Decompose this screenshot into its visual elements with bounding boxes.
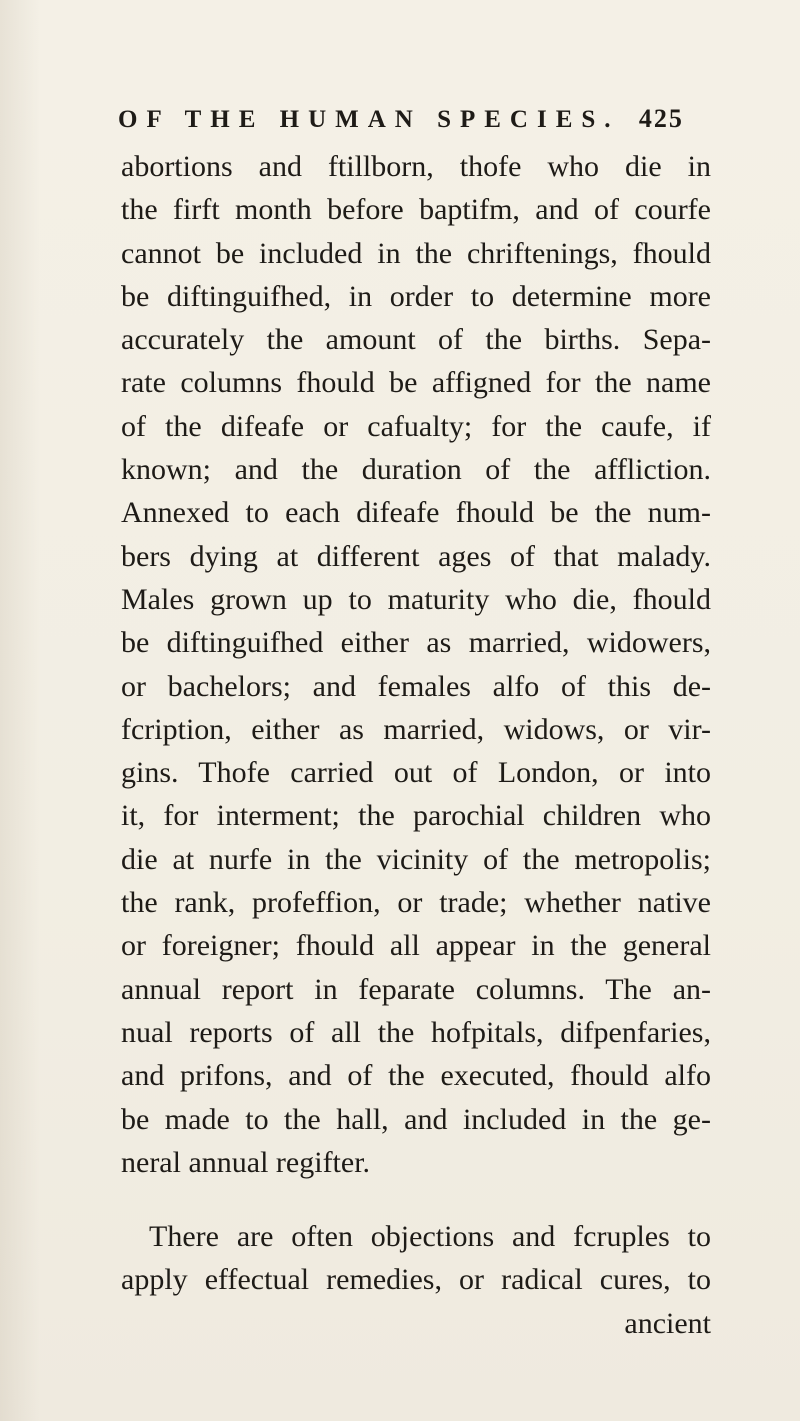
catchword: ancient xyxy=(624,1307,711,1340)
text-line: the rank, profeffion, or trade; whether native xyxy=(121,886,711,920)
text-line: be made to the hall, and included in the ge- xyxy=(121,1102,711,1136)
text-line: the firft month before baptifm, and of courfe xyxy=(121,193,711,227)
text-line: it, for interment; the parochial children who xyxy=(121,799,711,833)
text-line: fcription, either as married, widows, or vir- xyxy=(121,712,711,746)
text-line: nual reports of all the hofpitals, difpenfaries, xyxy=(121,1015,711,1049)
running-head xyxy=(118,104,718,144)
text-line: Males grown up to maturity who die, fhould xyxy=(121,582,711,616)
paragraph-gap xyxy=(121,1184,711,1215)
text-line: be diftinguifhed either as married, widowers, xyxy=(121,626,711,660)
paragraph-1 xyxy=(121,145,711,1184)
text-line: annual report in feparate columns. The an- xyxy=(121,972,711,1006)
body-text xyxy=(121,145,711,1302)
text-line: or bachelors; and females alfo of this de- xyxy=(121,669,711,703)
text-line: of the difeafe or cafualty; for the caufe, if xyxy=(121,409,711,443)
text-line: rate columns fhould be affigned for the name xyxy=(121,366,711,400)
text-line: accurately the amount of the births. Sepa- xyxy=(121,323,711,357)
text-line: or foreigner; fhould all appear in the general xyxy=(121,929,711,963)
text-line: abortions and ftillborn, thofe who die in xyxy=(121,150,711,183)
text-line: be diftinguifhed, in order to determine more xyxy=(121,279,711,313)
text-line: known; and the duration of the affliction. xyxy=(121,453,711,487)
text-line: die at nurfe in the vicinity of the metropolis; xyxy=(121,842,711,876)
text-line: There are often objections and fcruples to xyxy=(149,1220,711,1254)
text-line: bers dying at different ages of that malady. xyxy=(121,539,711,573)
text-line: gins. Thofe carried out of London, or into xyxy=(121,756,711,790)
paragraph-2 xyxy=(121,1215,711,1302)
page-number: 425 xyxy=(638,104,684,133)
text-line: Annexed to each difeafe fhould be the num- xyxy=(121,496,711,530)
running-head-title: OF THE HUMAN SPECIES. xyxy=(118,106,620,133)
text-line: cannot be included in the chriftenings, fhould xyxy=(121,236,711,270)
text-line: apply effectual remedies, or radical cures, to xyxy=(121,1263,711,1297)
text-line: neral annual regifter. xyxy=(121,1145,371,1179)
text-line: and prifons, and of the executed, fhould alfo xyxy=(121,1059,711,1093)
